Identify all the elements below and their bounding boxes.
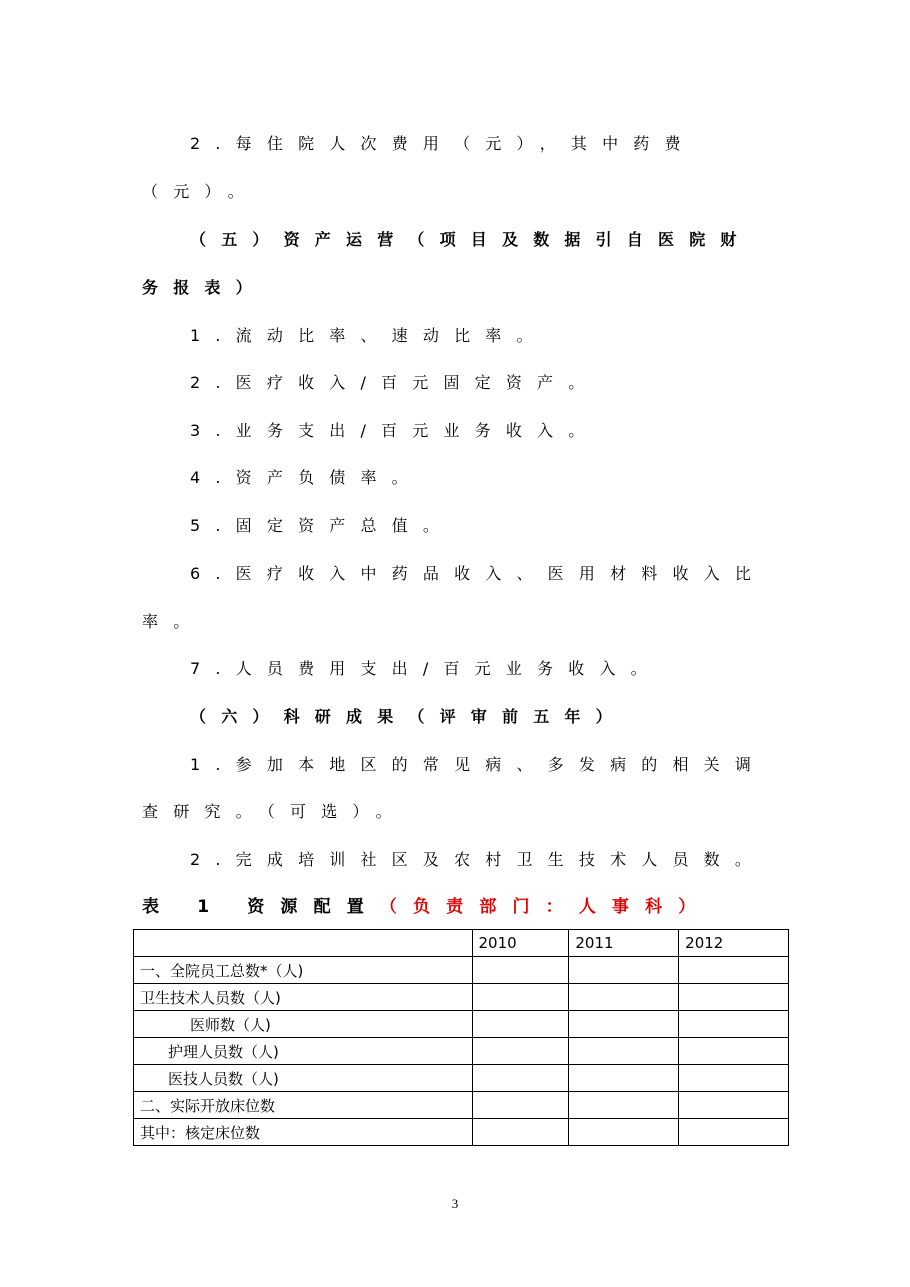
section-heading-asset-operation: （五）资产运营（项目及数据引自医院财 — [190, 230, 752, 249]
list-item-debt-ratio: 4.资产负债率。 — [190, 468, 423, 487]
row-label: 医技人员数（人) — [134, 1065, 473, 1092]
list-item-liquidity-ratio: 1.流动比率、速动比率。 — [190, 326, 548, 345]
list-item-fixed-assets: 5.固定资产总值。 — [190, 516, 455, 535]
list-item-medical-income: 2.医疗收入/百元固定资产。 — [190, 373, 600, 392]
row-label: 医师数（人) — [134, 1011, 473, 1038]
table-row — [134, 1065, 789, 1092]
table-header-cell: 2010 — [472, 930, 569, 957]
table-cell — [679, 1038, 789, 1065]
row-label: 护理人员数（人) — [134, 1038, 473, 1065]
table-cell — [569, 957, 679, 984]
table-cell — [569, 984, 679, 1011]
table-row — [134, 957, 789, 984]
list-item-disease-research: 1.参加本地区的常见病、多发病的相关调 — [190, 755, 767, 774]
table-cell — [472, 1119, 569, 1146]
table-cell — [679, 1011, 789, 1038]
table-cell — [679, 1092, 789, 1119]
row-label: 卫生技术人员数（人) — [134, 984, 473, 1011]
text-line-inpatient-cost: 2.每住院人次费用（元），其中药费 — [190, 134, 696, 153]
resource-allocation-table — [133, 929, 789, 1146]
section-heading-research: （六）科研成果（评审前五年） — [190, 707, 627, 726]
table-cell — [569, 1038, 679, 1065]
table-title-department: （负责部门：人事科） — [379, 897, 712, 917]
table-cell — [472, 1092, 569, 1119]
table-header-row — [134, 930, 789, 957]
list-item-drug-income-ratio: 6.医疗收入中药品收入、医用材料收入比 — [190, 564, 767, 583]
list-item-business-expense: 3.业务支出/百元业务收入。 — [190, 421, 600, 440]
table-row — [134, 1011, 789, 1038]
text-line-inpatient-cost-cont: （元）。 — [142, 182, 259, 201]
table-cell — [679, 984, 789, 1011]
table-cell — [472, 1065, 569, 1092]
table-title-label: 表 1 资源配置 — [142, 897, 380, 917]
table-cell — [569, 1011, 679, 1038]
table-cell — [472, 1038, 569, 1065]
table-row — [134, 984, 789, 1011]
table-cell — [472, 1011, 569, 1038]
table-cell — [679, 1065, 789, 1092]
table-header-cell: 2011 — [569, 930, 679, 957]
table-header-cell — [134, 930, 473, 957]
table-cell — [472, 957, 569, 984]
list-item-training: 2.完成培训社区及农村卫生技术人员数。 — [190, 850, 767, 869]
table-cell — [679, 957, 789, 984]
table-cell — [569, 1119, 679, 1146]
table-row — [134, 1038, 789, 1065]
table-cell — [569, 1065, 679, 1092]
row-label: 其中：核定床位数 — [134, 1119, 473, 1146]
section-heading-asset-operation-cont: 务报表） — [142, 278, 267, 297]
table-cell — [472, 984, 569, 1011]
table-header-cell: 2012 — [679, 930, 789, 957]
table-row — [134, 1119, 789, 1146]
list-item-disease-research-cont: 查研究。（可选）。 — [142, 802, 407, 821]
page-number: 3 — [451, 1196, 459, 1211]
row-label: 二、实际开放床位数 — [134, 1092, 473, 1119]
row-label: 一、全院员工总数*（人) — [134, 957, 473, 984]
table-cell — [569, 1092, 679, 1119]
table-title — [142, 896, 711, 918]
table-row — [134, 1092, 789, 1119]
list-item-drug-income-ratio-cont: 率。 — [142, 612, 205, 631]
table-cell — [679, 1119, 789, 1146]
list-item-personnel-cost: 7.人员费用支出/百元业务收入。 — [190, 659, 662, 678]
